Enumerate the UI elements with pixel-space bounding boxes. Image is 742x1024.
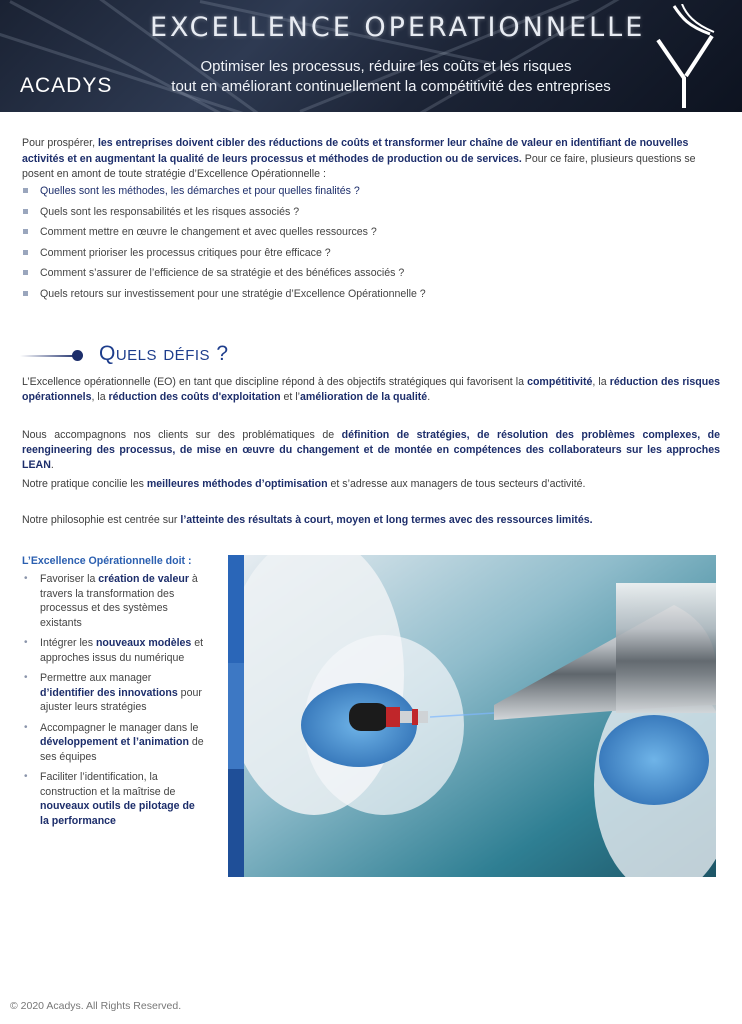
photo-side-bar [228, 555, 244, 877]
list-item: Comment s’assurer de l’efficience de sa stratégie et des bénéfices associés ? [22, 265, 722, 286]
paragraph-practice: Notre pratique concilie les meilleures méthodes d’optimisation et s’adresse aux managers de tous secteurs d’activité. [22, 478, 586, 490]
square-bullet-icon [23, 250, 28, 255]
subtitle-line-1: Optimiser les processus, réduire les coûts et les risques [200, 58, 572, 75]
intro-text-2: Pour ce faire, plusieurs questions se posent en amont de toute stratégie d’Excellence Opérationnelle : [22, 152, 696, 180]
square-bullet-icon [23, 229, 28, 234]
intro-paragraph [22, 136, 722, 183]
bullet-icon: • [24, 771, 28, 782]
bullet-icon: • [24, 637, 28, 648]
square-bullet-icon [23, 270, 28, 275]
list-item: Comment mettre en œuvre le changement et avec quelles ressources ? [22, 224, 722, 245]
questions-list [22, 183, 722, 306]
section-dot-icon [72, 350, 83, 361]
paragraph-eo: L’Excellence opérationnelle (EO) en tant que discipline répond à des objectifs stratégiques qui favorisent la compétitivité, la réduction des risques opérationnels, la réduction des coûts d'exploitation et l’amélioration de la qualité. [22, 376, 720, 403]
square-bullet-icon [23, 291, 28, 296]
list-item: Quelles sont les méthodes, les démarches et pour quelles finalités ? [22, 183, 722, 204]
square-bullet-icon [23, 209, 28, 214]
section-title: Quels défis ? [99, 342, 229, 365]
list-item: • Favoriser la création de valeur à travers la transformation des processus et des systèmes existants [24, 573, 198, 629]
paragraph-accompaniment: Nous accompagnons nos clients sur des problématiques de définition de stratégies, de résolution des problèmes complexes, de reengineering des processus, de mise en œuvre du changement et de montée en compétences des collaborateurs sur les approches LEAN. [22, 429, 720, 471]
square-bullet-icon [23, 188, 28, 193]
copyright-footer: © 2020 Acadys. All Rights Reserved. [10, 1000, 182, 1012]
list-item: Comment prioriser les processus critiques pour être efficace ? [22, 245, 722, 266]
page-title: EXCELLENCE OPERATIONNELLE [150, 12, 646, 43]
laboratory-image [244, 555, 716, 877]
list-item: • Permettre aux manager d’identifier des innovations pour ajuster leurs stratégies [24, 672, 202, 713]
y-logo-icon [652, 4, 718, 108]
eo-list [22, 572, 204, 834]
list-item: Quels retours sur investissement pour une stratégie d’Excellence Opérationnelle ? [22, 286, 722, 307]
list-item: • Accompagner le manager dans le développement et l’animation de ses équipes [24, 721, 204, 763]
list-item: Quels sont les responsabilités et les risques associés ? [22, 204, 722, 225]
subtitle-line-2: tout en améliorant continuellement la compétitivité des entreprises [171, 78, 611, 95]
list-item: • Intégrer les nouveaux modèles et approches issus du numérique [24, 637, 204, 664]
paragraph-philosophy: Notre philosophie est centrée sur l’atteinte des résultats à court, moyen et long termes avec des ressources limités. [22, 514, 593, 526]
bullet-icon: • [24, 672, 28, 683]
acadys-logo: ACADYS [20, 74, 113, 97]
intro-highlight: les entreprises doivent cibler des réductions de coûts et transformer leur chaîne de valeur en identifiant de nouvelles activités et en augmentant la qualité de leurs processus et méthodes de production ou de services. [22, 137, 689, 165]
section-divider-line [20, 355, 78, 357]
intro-text: Pour prospérer, [22, 137, 98, 149]
header-banner [0, 0, 742, 112]
bullet-icon: • [24, 573, 28, 584]
bullet-icon: • [24, 721, 28, 733]
eo-heading: L’Excellence Opérationnelle doit : [22, 555, 192, 567]
list-item: • Faciliter l’identification, la construction et la maîtrise de nouveaux outils de pilotage de la performance [24, 771, 195, 827]
lab-photo [228, 555, 716, 877]
